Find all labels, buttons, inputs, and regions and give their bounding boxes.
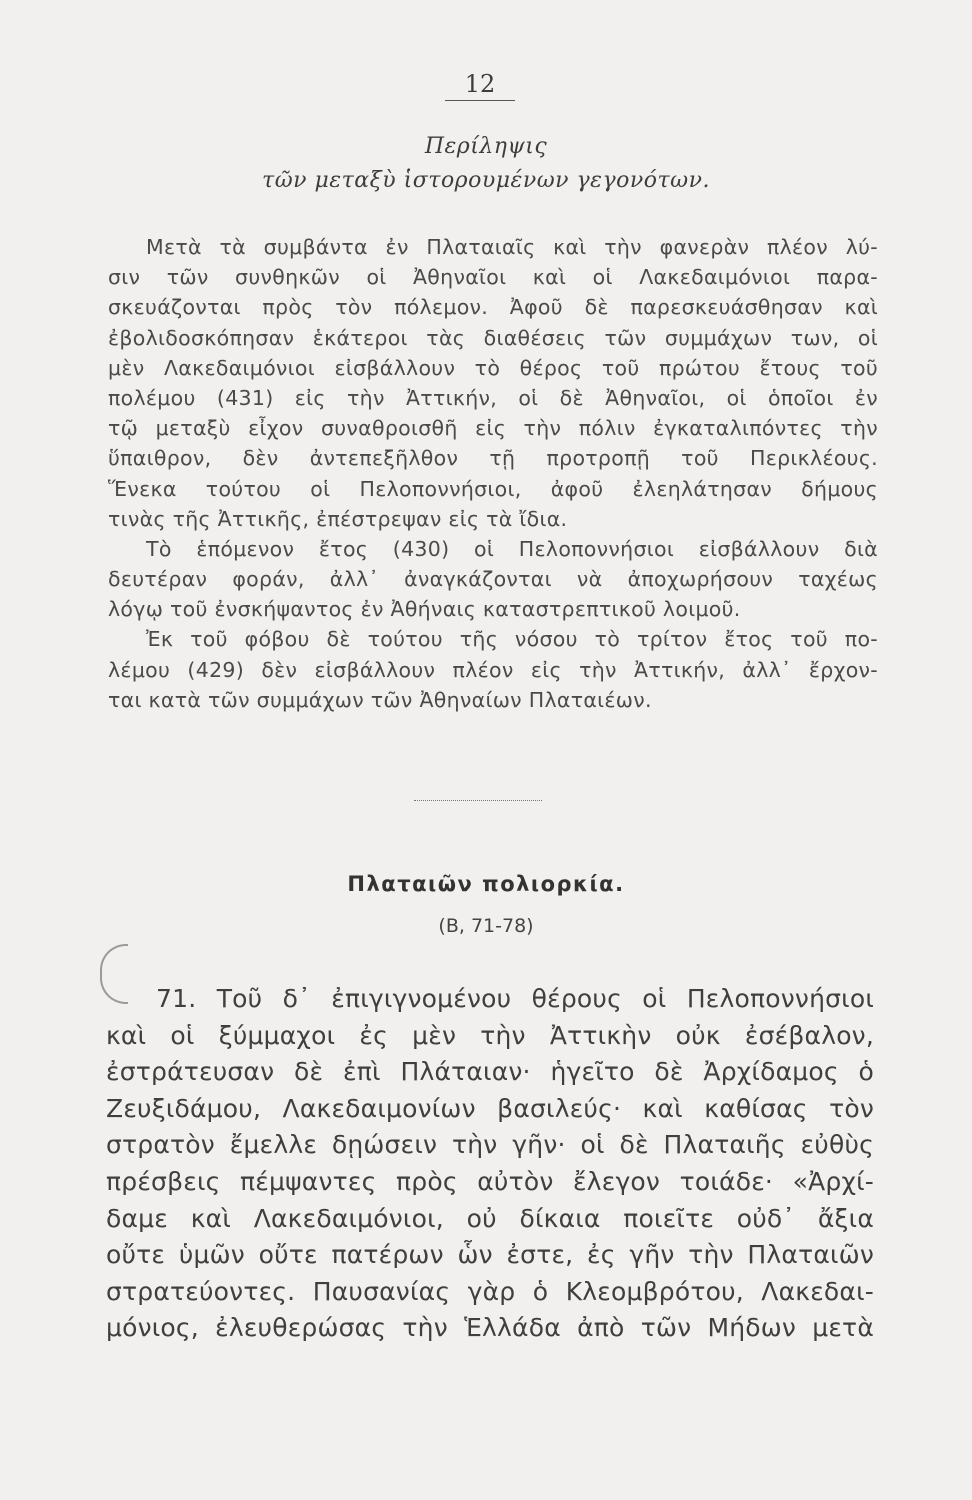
page-number: 12 xyxy=(445,70,515,101)
text-line: ἐστράτευσαν δὲ ἐπὶ Πλάταιαν· ἡγεῖτο δὲ Ἀρχίδαμος ὁ xyxy=(106,1057,874,1087)
text-line: πολέμου (431) εἰς τὴν Ἀττικήν, οἱ δὲ Ἀθηναῖοι, οἱ ὁποῖοι ἐν xyxy=(108,385,878,410)
text-line: 71. Τοῦ δ᾽ ἐπιγιγνομένου θέρους οἱ Πελοποννήσιοι xyxy=(156,984,874,1013)
text-line: Μετὰ τὰ συμβάντα ἐν Πλαταιαῖς καὶ τὴν φανερὰν πλέον λύ- xyxy=(146,235,878,259)
text-line: ται κατὰ τῶν συμμάχων τῶν Ἀθηναίων Πλαταιέων. xyxy=(108,687,652,712)
text-line: Ἐκ τοῦ φόβου δὲ τούτου τῆς νόσου τὸ τρίτον ἔτος τοῦ πο- xyxy=(146,627,878,652)
summary-title: Περίληψις xyxy=(424,134,548,159)
text-line: δαμε καὶ Λακεδαιμόνιοι, οὐ δίκαια ποιεῖτε οὐδ᾽ ἄξια xyxy=(106,1203,874,1233)
text-line: τῷ μεταξὺ εἶχον συναθροισθῆ εἰς τὴν πόλιν ἐγκαταλιπόντες τὴν xyxy=(108,416,878,441)
text-line: μόνιος, ἐλευθερώσας τὴν Ἑλλάδα ἀπὸ τῶν Μήδων μετὰ xyxy=(106,1313,874,1343)
summary-subtitle: τῶν μεταξὺ ἱστορουμένων γεγονότων. xyxy=(262,168,710,193)
text-line: οὔτε ὑμῶν οὔτε πατέρων ὧν ἐστε, ἐς γῆν τὴν Πλαταιῶν xyxy=(106,1240,874,1270)
text-line: μὲν Λακεδαιμόνιοι εἰσβάλλουν τὸ θέρος τοῦ πρώτου ἔτους τοῦ xyxy=(108,355,878,380)
text-line: τινὰς τῆς Ἀττικῆς, ἐπέστρεψαν εἰς τὰ ἴδια. xyxy=(108,506,568,531)
text-line: λέμου (429) δὲν εἰσβάλλουν πλέον εἰς τὴν Ἀττικήν, ἀλλ᾽ ἔρχον- xyxy=(108,657,878,682)
text-line: Τὸ ἑπόμενον ἔτος (430) οἱ Πελοποννήσιοι εἰσβάλλουν διὰ xyxy=(146,536,878,561)
text-line: σιν τῶν συνθηκῶν οἱ Ἀθηναῖοι καὶ οἱ Λακεδαιμόνιοι παρα- xyxy=(108,265,878,290)
text-line: Ζευξιδάμου, Λακεδαιμονίων βασιλεύς· καὶ καθίσας τὸν xyxy=(106,1093,874,1123)
text-line: ὕπαιθρον, δὲν ἀντεπεξῆλθον τῇ προτροπῇ τοῦ Περικλέους. xyxy=(108,446,878,471)
text-line: σκευάζονται πρὸς τὸν πόλεμον. Ἀφοῦ δὲ παρεσκευάσθησαν καὶ xyxy=(108,295,878,320)
main-text xyxy=(106,981,874,1347)
text-line: στρατεύοντες. Παυσανίας γὰρ ὁ Κλεομβρότου, Λακεδαι- xyxy=(106,1276,874,1306)
text-line: λόγῳ τοῦ ἐνσκήψαντος ἐν Ἀθήναις καταστρεπτικοῦ λοιμοῦ. xyxy=(108,597,741,622)
text-line: ἐβολιδοσκόπησαν ἑκάτεροι τὰς διαθέσεις τῶν συμμάχων των, οἱ xyxy=(108,325,878,350)
text-line: πρέσβεις πέμψαντες πρὸς αὐτὸν ἔλεγον τοιάδε· «Ἀρχί- xyxy=(106,1166,874,1196)
summary-paragraphs xyxy=(108,232,878,715)
text-line: Ἕνεκα τούτου οἱ Πελοποννήσιοι, ἀφοῦ ἐλεηλάτησαν δήμους xyxy=(108,476,878,501)
text-line: δευτέραν φοράν, ἀλλ᾽ ἀναγκάζονται νὰ ἀποχωρήσουν ταχέως xyxy=(108,567,878,592)
section-title: Πλαταιῶν πολιορκία. xyxy=(347,872,625,896)
section-reference: (Β, 71-78) xyxy=(438,915,534,937)
section-separator xyxy=(414,800,542,801)
text-line: στρατὸν ἔμελλε δῃώσειν τὴν γῆν· οἱ δὲ Πλαταιῆς εὐθὺς xyxy=(106,1130,874,1160)
text-line: καὶ οἱ ξύμμαχοι ἐς μὲν τὴν Ἀττικὴν οὐκ ἐσέβαλον, xyxy=(106,1020,874,1050)
